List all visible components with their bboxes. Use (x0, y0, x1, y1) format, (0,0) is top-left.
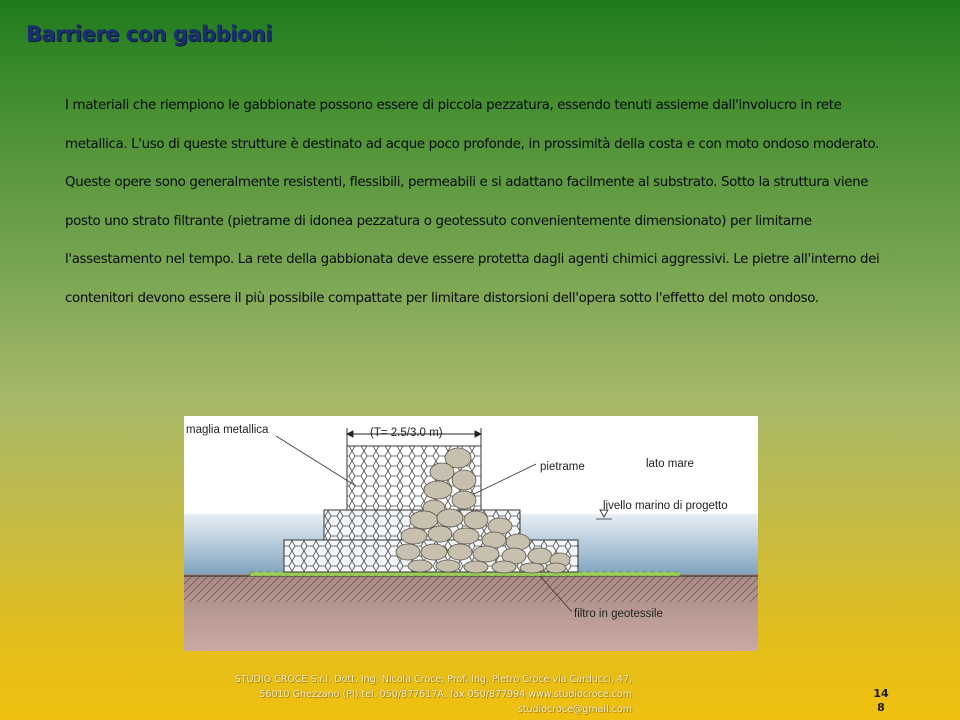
page-number-line-2: 8 (877, 701, 885, 714)
seabed-hatch (184, 576, 758, 602)
label-filter: filtro in geotessile (574, 608, 663, 620)
page-number-line-1: 14 (873, 687, 889, 700)
footer-line-1: STUDIO CROCE S.r.l. Dott. Ing. Nicola Croce, Prof. Ing. Pietro Croce via Carducci, 47, (234, 674, 632, 685)
geotextile-filter (250, 572, 680, 576)
body-text (65, 87, 895, 318)
stones-leader (474, 464, 536, 494)
paragraph-1: I materiali che riempiono le gabbionate possono essere di piccola pezzatura, essendo tenuti assieme dall'involucro in rete metallica. L'uso di queste strutture è destinato ad acque poco profonde, in prossimità della costa e con moto ondoso moderato. (65, 98, 879, 152)
mesh-leader (276, 436, 356, 486)
label-sea-level: livello marino di progetto (603, 500, 728, 512)
slide-title: Barriere con gabbioni (26, 22, 272, 46)
footer-credits (120, 672, 632, 717)
paragraph-2: Queste opere sono generalmente resistenti, flessibili, permeabili e si adattano facilmente al substrato. Sotto la struttura viene posto uno strato filtrante (pietrame di idonea pezzatura o geotessuto convenientemente dimensionato) per limitarne l'assestamento nel tempo. La rete della gabbionata deve essere protetta dagli agenti chimici aggressivi. Le pietre all'interno dei contenitori devono essere il più possibile compattate per limitare distorsioni dell'opera sotto l'effetto del moto ondoso. (65, 175, 880, 306)
label-width: (T= 2.5/3.0 m) (370, 427, 443, 439)
label-stones: pietrame (540, 461, 585, 473)
page-number (868, 687, 894, 715)
gabion-barrier-diagram (184, 416, 758, 651)
label-sea-side: lato mare (646, 458, 694, 470)
footer-line-3: studiocroce@gmail.com (517, 704, 632, 715)
label-mesh: maglia metallica (186, 424, 269, 436)
footer-line-2: 56010 Ghezzano (PI) tel. 050/877617A, fax 050/877994 www.studiocroce.com (259, 689, 632, 700)
